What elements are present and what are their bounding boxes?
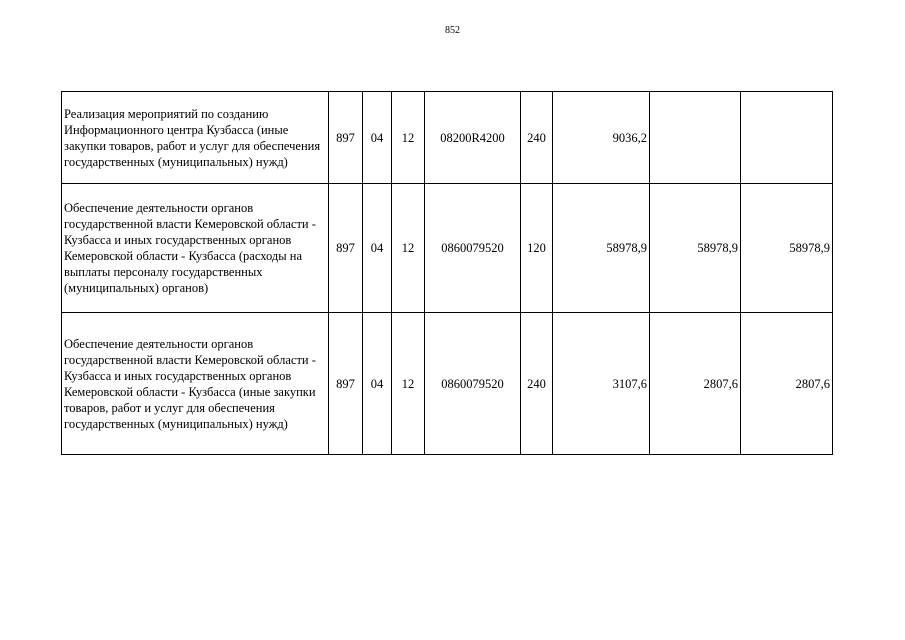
expense-type-cell: 240	[521, 92, 553, 184]
table-row	[62, 184, 833, 313]
subsection-code-cell: 12	[392, 184, 425, 313]
amount-cell-1: 58978,9	[553, 184, 650, 313]
table-row	[62, 92, 833, 184]
section-code-cell: 04	[363, 92, 392, 184]
expense-type-cell: 240	[521, 313, 553, 455]
amount-cell-3: 2807,6	[741, 313, 833, 455]
expense-type-cell: 120	[521, 184, 553, 313]
amount-cell-1: 9036,2	[553, 92, 650, 184]
target-code-cell: 08200R4200	[425, 92, 521, 184]
amount-cell-2	[650, 92, 741, 184]
section-code-cell: 04	[363, 313, 392, 455]
item-name-cell: Реализация мероприятий по созданию Информационного центра Кузбасса (иные закупки товаров, работ и услуг для обеспечения государственных (муниципальных) нужд)	[62, 92, 329, 184]
item-name-cell: Обеспечение деятельности органов государственной власти Кемеровской области - Кузбасса и иных государственных органов Кемеровской области - Кузбасса (расходы на выплаты персоналу государственных (муниципальных) органов)	[62, 184, 329, 313]
amount-cell-3	[741, 92, 833, 184]
item-name-cell: Обеспечение деятельности органов государственной власти Кемеровской области - Кузбасса и иных государственных органов Кемеровской области - Кузбасса (иные закупки товаров, работ и услуг для обеспечения государственных (муниципальных) нужд)	[62, 313, 329, 455]
budget-table	[61, 91, 833, 455]
section-code-cell: 04	[363, 184, 392, 313]
subsection-code-cell: 12	[392, 92, 425, 184]
amount-cell-3: 58978,9	[741, 184, 833, 313]
target-code-cell: 0860079520	[425, 184, 521, 313]
ministry-code-cell: 897	[329, 184, 363, 313]
subsection-code-cell: 12	[392, 313, 425, 455]
amount-cell-2: 2807,6	[650, 313, 741, 455]
ministry-code-cell: 897	[329, 313, 363, 455]
target-code-cell: 0860079520	[425, 313, 521, 455]
table-row	[62, 313, 833, 455]
amount-cell-1: 3107,6	[553, 313, 650, 455]
amount-cell-2: 58978,9	[650, 184, 741, 313]
ministry-code-cell: 897	[329, 92, 363, 184]
page-number: 852	[445, 25, 460, 36]
